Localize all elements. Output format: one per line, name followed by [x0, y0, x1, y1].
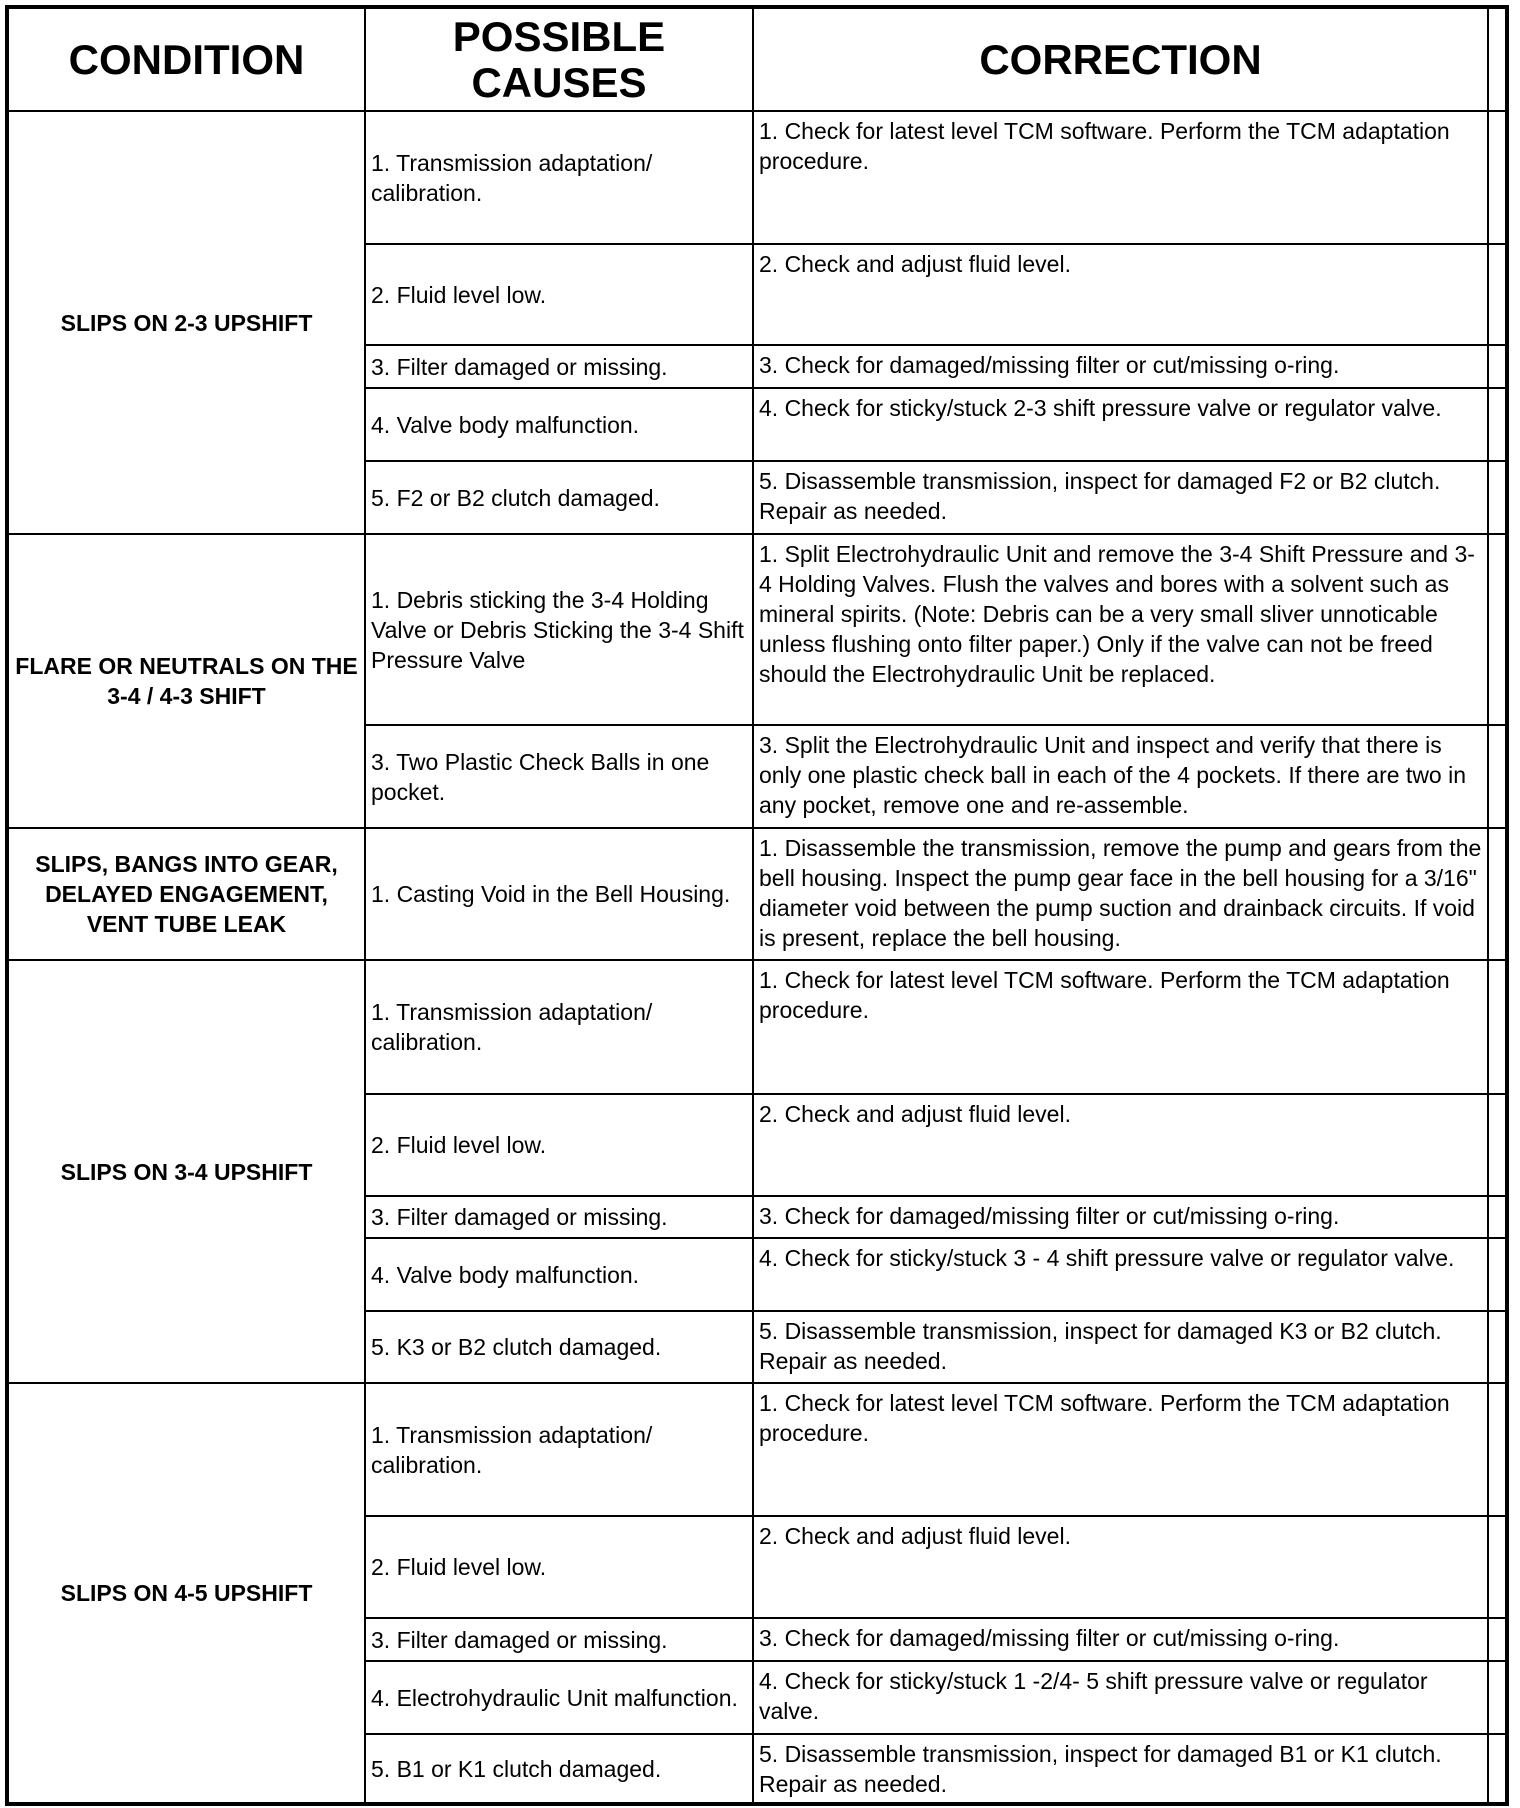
correction-cell: 5. Disassemble transmission, inspect for damaged B1 or K1 clutch. Repair as needed.	[753, 1734, 1488, 1804]
cause-cell: 2. Fluid level low.	[365, 244, 753, 345]
correction-cell: 1. Check for latest level TCM software. Perform the TCM adaptation procedure.	[753, 1383, 1488, 1516]
blank-cell	[1488, 725, 1507, 828]
header-blank	[1488, 7, 1507, 111]
correction-cell: 3. Check for damaged/missing filter or cut/missing o-ring.	[753, 1618, 1488, 1661]
blank-cell	[1488, 461, 1507, 534]
cause-cell: 4. Valve body malfunction.	[365, 1238, 753, 1311]
cause-cell: 2. Fluid level low.	[365, 1516, 753, 1618]
table-row	[7, 111, 1507, 244]
blank-cell	[1488, 1734, 1507, 1804]
cause-cell: 3. Filter damaged or missing.	[365, 1618, 753, 1661]
blank-cell	[1488, 1618, 1507, 1661]
cause-cell: 1. Casting Void in the Bell Housing.	[365, 828, 753, 960]
cause-cell: 3. Two Plastic Check Balls in one pocket.	[365, 725, 753, 828]
cause-cell: 2. Fluid level low.	[365, 1094, 753, 1196]
blank-cell	[1488, 960, 1507, 1094]
cause-cell: 1. Debris sticking the 3-4 Holding Valve or Debris Sticking the 3-4 Shift Pressure Valve	[365, 534, 753, 725]
cause-cell: 5. F2 or B2 clutch damaged.	[365, 461, 753, 534]
correction-cell: 3. Check for damaged/missing filter or cut/missing o-ring.	[753, 345, 1488, 388]
diagnosis-table	[5, 5, 1509, 1806]
cause-cell: 4. Electrohydraulic Unit malfunction.	[365, 1661, 753, 1734]
blank-cell	[1488, 1383, 1507, 1516]
correction-cell: 4. Check for sticky/stuck 2-3 shift pressure valve or regulator valve.	[753, 388, 1488, 461]
header-correction: CORRECTION	[753, 7, 1488, 111]
blank-cell	[1488, 1238, 1507, 1311]
header-causes: POSSIBLE CAUSES	[365, 7, 753, 111]
blank-cell	[1488, 244, 1507, 345]
correction-cell: 4. Check for sticky/stuck 3 - 4 shift pressure valve or regulator valve.	[753, 1238, 1488, 1311]
cause-cell: 5. B1 or K1 clutch damaged.	[365, 1734, 753, 1804]
cause-cell: 5. K3 or B2 clutch damaged.	[365, 1311, 753, 1383]
cause-cell: 1. Transmission adaptation/ calibration.	[365, 960, 753, 1094]
blank-cell	[1488, 1196, 1507, 1238]
blank-cell	[1488, 1094, 1507, 1196]
correction-cell: 1. Check for latest level TCM software. Perform the TCM adaptation procedure.	[753, 960, 1488, 1094]
correction-cell: 3. Check for damaged/missing filter or cut/missing o-ring.	[753, 1196, 1488, 1238]
condition-cell: SLIPS ON 3-4 UPSHIFT	[7, 960, 365, 1383]
blank-cell	[1488, 345, 1507, 388]
cause-cell: 3. Filter damaged or missing.	[365, 345, 753, 388]
cause-cell: 4. Valve body malfunction.	[365, 388, 753, 461]
header-condition: CONDITION	[7, 7, 365, 111]
correction-cell: 3. Split the Electrohydraulic Unit and inspect and verify that there is only one plastic check ball in each of the 4 pockets. If there are two in any pocket, remove one and re-assemble.	[753, 725, 1488, 828]
correction-cell: 4. Check for sticky/stuck 1 -2/4- 5 shift pressure valve or regulator valve.	[753, 1661, 1488, 1734]
condition-cell: SLIPS ON 4-5 UPSHIFT	[7, 1383, 365, 1804]
blank-cell	[1488, 1661, 1507, 1734]
condition-cell: SLIPS ON 2-3 UPSHIFT	[7, 111, 365, 534]
cause-cell: 1. Transmission adaptation/ calibration.	[365, 111, 753, 244]
correction-cell: 5. Disassemble transmission, inspect for damaged F2 or B2 clutch. Repair as needed.	[753, 461, 1488, 534]
correction-cell: 1. Disassemble the transmission, remove the pump and gears from the bell housing. Inspect the pump gear face in the bell housing for a 3/16" diameter void between the pump suction and drainback circuits. If void is present, replace the bell housing.	[753, 828, 1488, 960]
blank-cell	[1488, 111, 1507, 244]
correction-cell: 2. Check and adjust fluid level.	[753, 244, 1488, 345]
correction-cell: 1. Check for latest level TCM software. Perform the TCM adaptation procedure.	[753, 111, 1488, 244]
table-row	[7, 960, 1507, 1094]
blank-cell	[1488, 828, 1507, 960]
blank-cell	[1488, 388, 1507, 461]
cause-cell: 3. Filter damaged or missing.	[365, 1196, 753, 1238]
correction-cell: 5. Disassemble transmission, inspect for damaged K3 or B2 clutch. Repair as needed.	[753, 1311, 1488, 1383]
correction-cell: 1. Split Electrohydraulic Unit and remove the 3-4 Shift Pressure and 3-4 Holding Valves. Flush the valves and bores with a solvent such as mineral spirits. (Note: Debris can be a very small sliver unnoticable unless flushing onto filter paper.) Only if the valve can not be freed should the Electrohydraulic Unit be replaced.	[753, 534, 1488, 725]
condition-cell: SLIPS, BANGS INTO GEAR, DELAYED ENGAGEMENT, VENT TUBE LEAK	[7, 828, 365, 960]
blank-cell	[1488, 1311, 1507, 1383]
table-row	[7, 1383, 1507, 1516]
correction-cell: 2. Check and adjust fluid level.	[753, 1516, 1488, 1618]
header-row	[7, 7, 1507, 111]
cause-cell: 1. Transmission adaptation/ calibration.	[365, 1383, 753, 1516]
table-row	[7, 534, 1507, 725]
condition-cell: FLARE OR NEUTRALS ON THE 3-4 / 4-3 SHIFT	[7, 534, 365, 828]
table-row	[7, 828, 1507, 960]
blank-cell	[1488, 1516, 1507, 1618]
blank-cell	[1488, 534, 1507, 725]
correction-cell: 2. Check and adjust fluid level.	[753, 1094, 1488, 1196]
